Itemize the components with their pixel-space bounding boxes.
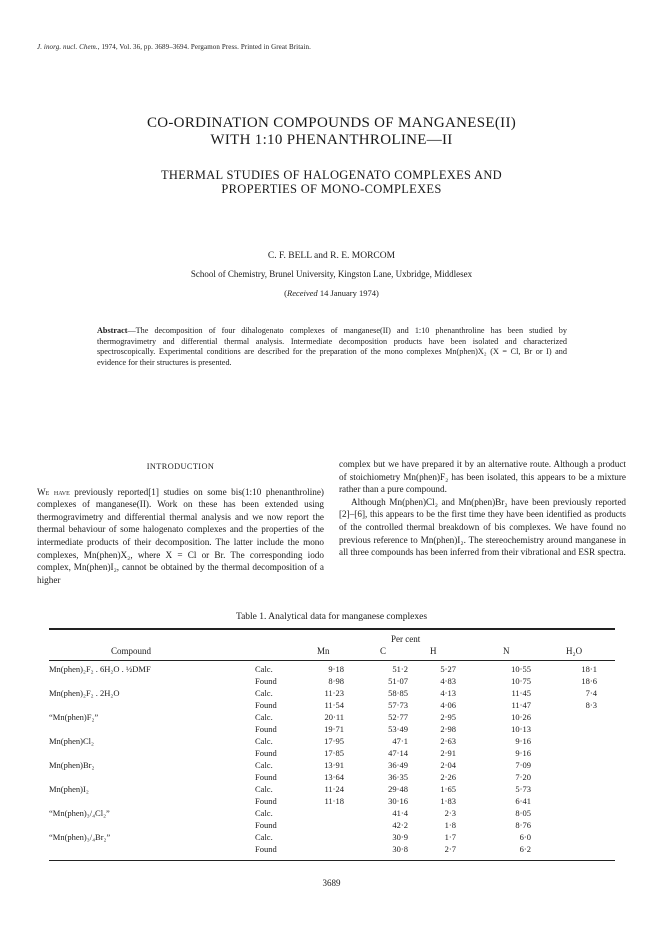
left-column <box>37 458 324 586</box>
cell-c: 47·14 <box>388 748 408 758</box>
cell-h: 2·26 <box>440 772 456 782</box>
paper-subtitle-line-1: THERMAL STUDIES OF HALOGENATO COMPLEXES AND <box>160 168 503 182</box>
intro-paragraph-right-1: complex but we have prepared it by an alternative route. Although a product of stoichiometry Mn(phen)F₂ has been isolated, this appears to be a mixture rather than a pure compound. <box>339 459 626 495</box>
cell-c: 53·49 <box>388 724 408 734</box>
cell-type: Calc. <box>255 664 273 674</box>
cell-n: 10·26 <box>511 712 531 722</box>
intro-text-left: previously reported[1] studies on some bis(1:10 phenanthroline) complexes of manganese(II). Work on these has been extended using thermogravimetry and differential thermal analysis and we now report the thermal behaviour of some halogenato complexes and the properties of the intermediate products of their decomposition. The latter include the mono complexes, Mn(phen)X₂, where X = Cl or Br. The corresponding iodo complex, Mn(phen)I₂, cannot be obtained by the thermal decomposition of a higher <box>37 486 324 585</box>
cell-n: 7·20 <box>515 772 531 782</box>
cell-mn: 11·18 <box>324 796 344 806</box>
cell-type: Found <box>255 844 277 854</box>
cell-type: Found <box>255 748 277 758</box>
paper-title-line-1: CO-ORDINATION COMPOUNDS OF MANGANESE(II) <box>146 115 517 131</box>
cell-n: 6·0 <box>519 832 531 842</box>
right-column <box>339 458 626 559</box>
received-value: 14 January 1974) <box>317 288 379 298</box>
cell-n: 11·47 <box>511 700 531 710</box>
cell-h: 4·06 <box>440 700 456 710</box>
cell-n: 11·45 <box>511 688 531 698</box>
cell-n: 7·09 <box>515 760 531 770</box>
cell-h: 2·3 <box>444 808 456 818</box>
cell-mn: 11·54 <box>324 700 344 710</box>
cell-h: 1·65 <box>440 784 456 794</box>
cell-c: 30·16 <box>388 796 408 806</box>
cell-c: 51·2 <box>392 664 408 674</box>
cell-compound: “Mn(phen)₃/₄Br₂” <box>49 832 111 842</box>
cell-c: 52·77 <box>388 712 408 722</box>
cell-h: 2·91 <box>440 748 456 758</box>
cell-mn: 19·71 <box>324 724 344 734</box>
journal-details: 1974, Vol. 36, pp. 3689–3694. Pergamon Press. Printed in Great Britain. <box>99 43 311 51</box>
cell-h: 4·13 <box>440 688 456 698</box>
header-group: Per cent <box>391 634 421 644</box>
cell-n: 10·13 <box>511 724 531 734</box>
cell-c: 58·85 <box>388 688 408 698</box>
cell-c: 30·9 <box>392 832 408 842</box>
cell-h: 4·83 <box>440 676 456 686</box>
cell-c: 57·73 <box>388 700 408 710</box>
cell-h2o: 18·1 <box>581 664 597 674</box>
received-date <box>0 288 663 298</box>
cell-mn: 13·64 <box>324 772 344 782</box>
cell-compound: Mn(phen)₂F₂ . 2H₂O <box>49 688 120 698</box>
cell-h: 1·83 <box>440 796 456 806</box>
cell-h2o: 8·3 <box>585 700 597 710</box>
cell-compound: Mn(phen)Br₂ <box>49 760 95 770</box>
cell-type: Found <box>255 820 277 830</box>
col-header-n: N <box>503 646 510 656</box>
cell-mn: 9·18 <box>328 664 344 674</box>
cell-type: Calc. <box>255 688 273 698</box>
cell-compound: Mn(phen)Cl₂ <box>49 736 94 746</box>
cell-n: 6·2 <box>519 844 531 854</box>
cell-mn: 13·91 <box>324 760 344 770</box>
cell-n: 10·75 <box>511 676 531 686</box>
cell-type: Calc. <box>255 832 273 842</box>
cell-compound: Mn(phen)I₂ <box>49 784 89 794</box>
cell-type: Calc. <box>255 808 273 818</box>
cell-c: 47·1 <box>392 736 408 746</box>
intro-paragraph-left <box>37 486 324 587</box>
cell-n: 9·16 <box>515 736 531 746</box>
col-header-compound: Compound <box>111 646 152 656</box>
abstract <box>97 326 567 368</box>
received-label: Received <box>287 288 318 298</box>
cell-c: 41·4 <box>392 808 408 818</box>
cell-c: 36·49 <box>388 760 408 770</box>
cell-type: Found <box>255 772 277 782</box>
received-open: ( <box>284 288 288 298</box>
cell-h2o: 7·4 <box>585 688 597 698</box>
cell-h: 2·98 <box>440 724 456 734</box>
cell-type: Calc. <box>255 760 273 770</box>
cell-type: Found <box>255 676 277 686</box>
cell-type: Found <box>255 724 277 734</box>
cell-h: 2·63 <box>440 736 456 746</box>
cell-h: 2·04 <box>440 760 456 770</box>
cell-type: Calc. <box>255 712 273 722</box>
abstract-text: —The decomposition of four dihalogenato complexes of manganese(II) and 1:10 phenanthroline has been studied by thermogravimetry and differential thermal analysis. Intermediate decomposition products have been isolated and characterized spectroscopically. Experimental conditions are described for the preparation of the mono complexes Mn(phen)X₂ (X = Cl, Br or I) and evidence for their structures is presented. <box>97 326 567 367</box>
cell-type: Calc. <box>255 784 273 794</box>
cell-mn: 11·23 <box>324 688 344 698</box>
cell-c: 36·35 <box>388 772 408 782</box>
col-header-c: C <box>380 646 387 656</box>
cell-compound: Mn(phen)₂F₂ . 6H₂O . ½DMF <box>49 664 151 674</box>
cell-mn: 11·24 <box>324 784 344 794</box>
col-header-h: H <box>430 646 437 656</box>
cell-n: 9·16 <box>515 748 531 758</box>
cell-n: 5·73 <box>515 784 531 794</box>
journal-name: J. inorg. nucl. Chem., <box>37 43 100 51</box>
cell-h: 1·7 <box>444 832 456 842</box>
cell-compound: “Mn(phen)F₂” <box>49 712 99 722</box>
cell-h: 2·95 <box>440 712 456 722</box>
col-header-h2o: H₂O <box>566 646 583 656</box>
cell-c: 51·07 <box>388 676 408 686</box>
cell-h2o: 18·6 <box>581 676 597 686</box>
cell-n: 8·05 <box>515 808 531 818</box>
cell-mn: 8·98 <box>328 676 344 686</box>
authors: C. F. BELL and R. E. MORCOM <box>267 251 396 261</box>
cell-type: Found <box>255 796 277 806</box>
cell-type: Calc. <box>255 736 273 746</box>
cell-c: 29·48 <box>388 784 408 794</box>
table-header-rule <box>49 660 615 661</box>
cell-compound: “Mn(phen)₃/₄Cl₂” <box>49 808 110 818</box>
table-caption: Table 1. Analytical data for manganese complexes <box>235 612 428 622</box>
cell-n: 8·76 <box>515 820 531 830</box>
paper-title-line-2: WITH 1:10 PHENANTHROLINE—II <box>210 132 453 148</box>
dropcap-words: We have <box>37 486 70 497</box>
table-top-rule-2 <box>49 629 615 630</box>
page-number: 3689 <box>322 878 341 888</box>
paper-subtitle-line-2: PROPERTIES OF MONO-COMPLEXES <box>221 182 442 196</box>
section-heading: INTRODUCTION <box>146 462 215 471</box>
table-bottom-rule <box>49 860 615 861</box>
cell-n: 10·55 <box>511 664 531 674</box>
intro-paragraph-right-2: Although Mn(phen)Cl₂ and Mn(phen)Br₂ have been previously reported [2]–[6], this appears to be the first time they have been identified as products of the controlled thermal breakdown of bis complexes. We have found no previous reference to Mn(phen)I₂. The stereochemistry around manganese in all three compounds has been inferred from their vibrational and ESR spectra. <box>339 496 626 558</box>
cell-h: 1·8 <box>444 820 456 830</box>
abstract-label: Abstract <box>97 326 128 335</box>
cell-type: Found <box>255 700 277 710</box>
cell-mn: 17·85 <box>324 748 344 758</box>
cell-mn: 20·11 <box>324 712 344 722</box>
cell-h: 5·27 <box>440 664 456 674</box>
cell-c: 42·2 <box>392 820 408 830</box>
cell-c: 30·8 <box>392 844 408 854</box>
cell-n: 6·41 <box>515 796 531 806</box>
col-header-mn: Mn <box>317 646 330 656</box>
cell-mn: 17·95 <box>324 736 344 746</box>
cell-h: 2·7 <box>444 844 456 854</box>
affiliation: School of Chemistry, Brunel University, Kingston Lane, Uxbridge, Middlesex <box>190 269 473 279</box>
journal-citation <box>37 43 311 51</box>
